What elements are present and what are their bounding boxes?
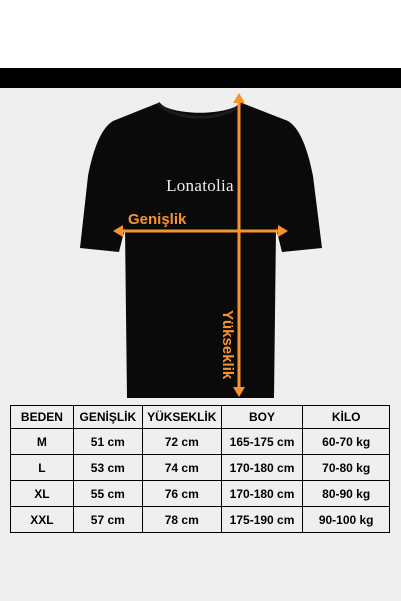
table-cell: 70-80 kg xyxy=(303,455,390,481)
table-cell: 78 cm xyxy=(142,507,221,533)
table-cell: 165-175 cm xyxy=(221,429,303,455)
header-cell: BOY xyxy=(221,406,303,429)
tshirt-illustration xyxy=(0,88,401,408)
table-cell: 51 cm xyxy=(73,429,142,455)
table-cell: 57 cm xyxy=(73,507,142,533)
table-cell: 76 cm xyxy=(142,481,221,507)
table-cell: 175-190 cm xyxy=(221,507,303,533)
header-cell: BEDEN xyxy=(11,406,74,429)
header-cell: YÜKSEKLİK xyxy=(142,406,221,429)
brand-label: Lonatolia xyxy=(166,176,234,195)
table-cell: 60-70 kg xyxy=(303,429,390,455)
table-cell: 170-180 cm xyxy=(221,481,303,507)
table-cell: L xyxy=(11,455,74,481)
header-cell: KİLO xyxy=(303,406,390,429)
width-label: Genişlik xyxy=(128,211,187,228)
table-cell: XXL xyxy=(11,507,74,533)
table-row xyxy=(11,429,390,455)
top-black-bar xyxy=(0,68,401,88)
table-row xyxy=(11,455,390,481)
table-row xyxy=(11,481,390,507)
table-row xyxy=(11,507,390,533)
table-cell: 74 cm xyxy=(142,455,221,481)
table-cell: 170-180 cm xyxy=(221,455,303,481)
size-chart-table xyxy=(10,405,390,533)
table-cell: 80-90 kg xyxy=(303,481,390,507)
table-cell: 53 cm xyxy=(73,455,142,481)
tshirt-shape xyxy=(80,103,322,398)
table-header-row xyxy=(11,406,390,429)
table-cell: M xyxy=(11,429,74,455)
header-cell: GENİŞLİK xyxy=(73,406,142,429)
table-cell: 55 cm xyxy=(73,481,142,507)
height-label: Yükseklik xyxy=(219,310,236,380)
table-cell: 72 cm xyxy=(142,429,221,455)
table-cell: 90-100 kg xyxy=(303,507,390,533)
table-cell: XL xyxy=(11,481,74,507)
